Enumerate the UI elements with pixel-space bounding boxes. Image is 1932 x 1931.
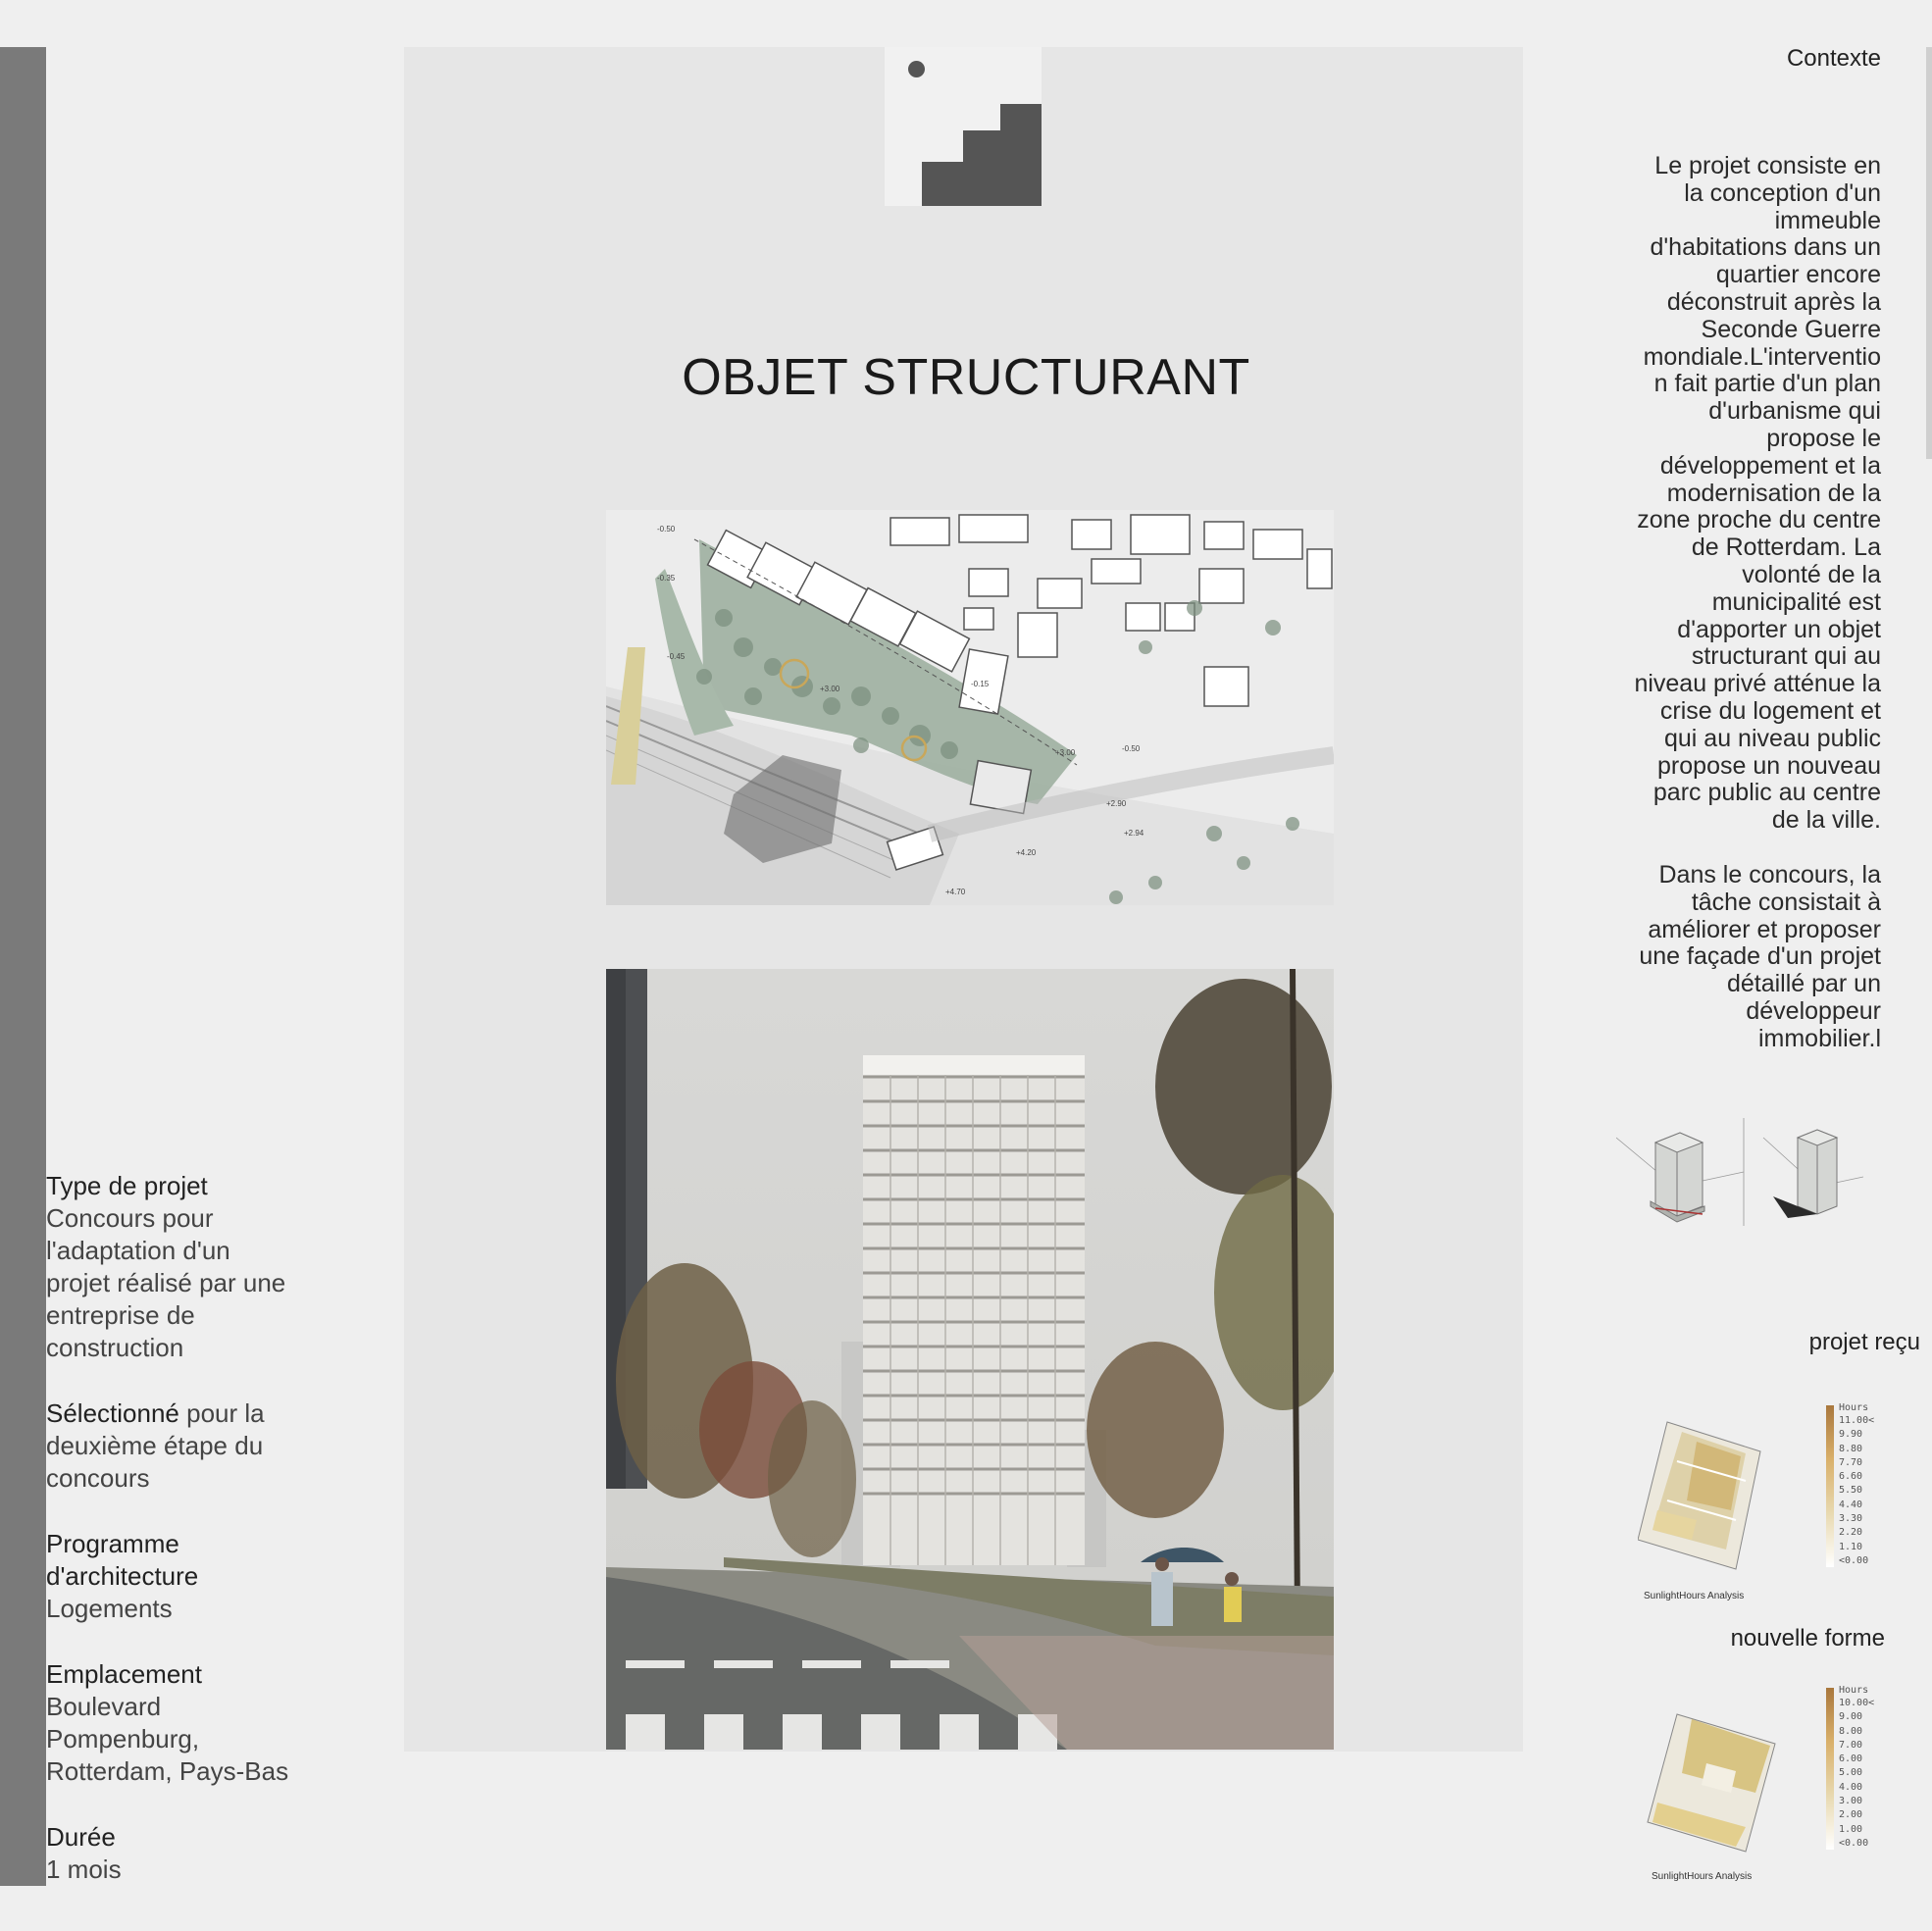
scrollbar[interactable] [1926, 47, 1932, 459]
legend-tick: 1.10 [1839, 1541, 1863, 1552]
legend-tick: <0.00 [1839, 1554, 1869, 1566]
plan-level: +2.94 [1124, 829, 1144, 838]
sunlight-caption: SunlightHours Analysis [1644, 1591, 1745, 1601]
legend-ticks [1839, 1697, 1874, 1851]
legend-bar [1826, 1405, 1834, 1567]
info-head: Programme d'architecture [46, 1529, 199, 1591]
site-plan-image [606, 510, 1334, 905]
label-nouvelle-forme: nouvelle forme [1730, 1625, 1885, 1652]
plan-level: -0.35 [657, 574, 676, 583]
page-title: OBJET STRUCTURANT [682, 349, 1250, 406]
plan-level: +3.00 [820, 685, 840, 693]
legend-tick: 3.00 [1839, 1796, 1863, 1807]
legend-tick: 10.00< [1839, 1698, 1875, 1708]
info-selected [46, 1397, 321, 1495]
legend-tick: 6.00 [1839, 1753, 1863, 1765]
legend-tick: 6.60 [1839, 1471, 1863, 1483]
context-paragraph: Dans le concours, la tâche consistait à améliorer et proposer une façade d'un projet détaillé par un développeur immobilier.l [1639, 860, 1881, 1052]
info-duration [46, 1821, 321, 1886]
legend-tick: <0.00 [1839, 1837, 1869, 1849]
plan-level: -0.15 [971, 680, 990, 688]
legend-tick: 2.20 [1839, 1527, 1863, 1539]
legend-title: Hours [1839, 1685, 1869, 1696]
legend-tick: 8.80 [1839, 1443, 1863, 1454]
legend-tick: 9.90 [1839, 1429, 1863, 1441]
info-type [46, 1170, 321, 1364]
left-side-bar [0, 47, 46, 1886]
legend-tick: 3.30 [1839, 1513, 1863, 1525]
context-paragraph: Le projet consiste en la conception d'un immeuble d'habitations dans un quartier encore déconstruit après la Seconde Guerre mondiale.L'interventio n fait partie d'un plan d'urbanisme qui propose le développement et la modernisation de la zone proche du centre de Rotterdam. La volonté de la municipalité est d'apporter un objet structurant qui au niveau privé atténue la crise du logement et qui au niveau public propose un nouveau parc public au centre de la ville. [1634, 152, 1881, 835]
info-head: Emplacement [46, 1659, 202, 1689]
info-head: Durée [46, 1822, 116, 1852]
sunlight-plan [1638, 1685, 1834, 1861]
sunlight-analysis-nouvelle [1638, 1685, 1922, 1901]
legend-tick: 7.70 [1839, 1456, 1863, 1468]
plan-level: +4.70 [945, 888, 966, 896]
info-value: Boulevard Pompenburg, Rotterdam, Pays-Bas [46, 1692, 289, 1786]
legend-tick: 4.00 [1839, 1781, 1863, 1793]
massing-diagrams [1616, 1118, 1863, 1247]
tower-rendering-image [606, 969, 1334, 1750]
info-location [46, 1658, 321, 1788]
tower-rendering [606, 969, 1334, 1750]
legend-tick: 2.00 [1839, 1809, 1863, 1821]
plan-level: -0.50 [1122, 744, 1141, 753]
info-value: pour la deuxième étape du concours [46, 1398, 265, 1493]
stairs-icon [885, 47, 1042, 206]
info-head: Type de projet [46, 1171, 208, 1200]
project-info [46, 1170, 321, 1919]
plan-level: +3.00 [1055, 748, 1076, 757]
legend-ticks [1839, 1414, 1874, 1568]
label-projet-recu: projet reçu [1808, 1329, 1920, 1355]
legend-tick: 5.50 [1839, 1485, 1863, 1497]
legend-tick: 8.00 [1839, 1725, 1863, 1737]
info-value: Logements [46, 1594, 173, 1623]
legend-tick: 1.00 [1839, 1823, 1863, 1835]
stairs-logo [885, 47, 1042, 206]
legend-tick: 4.40 [1839, 1499, 1863, 1510]
sunlight-plan [1638, 1402, 1834, 1579]
plan-level: +2.90 [1106, 799, 1127, 808]
sunlight-caption: SunlightHours Analysis [1652, 1871, 1753, 1882]
context-body [1608, 153, 1881, 1081]
info-value: Concours pour l'adaptation d'un projet réalisé par une entreprise de construction [46, 1203, 286, 1362]
legend-tick: 9.00 [1839, 1711, 1863, 1723]
plan-level: +4.20 [1016, 848, 1037, 857]
info-value: 1 mois [46, 1855, 122, 1884]
context-heading: Contexte [1786, 45, 1881, 72]
legend-tick: 11.00< [1839, 1415, 1875, 1426]
info-head: Sélectionné [46, 1398, 179, 1428]
info-program [46, 1528, 321, 1625]
plan-level: -0.45 [667, 652, 686, 661]
massing-drawing [1616, 1118, 1863, 1247]
sunlight-analysis-recu [1638, 1402, 1922, 1618]
site-plan-drawing [606, 510, 1334, 905]
legend-title: Hours [1839, 1402, 1869, 1413]
plan-level: -0.50 [657, 525, 676, 534]
legend-bar [1826, 1688, 1834, 1850]
legend-tick: 7.00 [1839, 1739, 1863, 1751]
legend-tick: 5.00 [1839, 1767, 1863, 1779]
